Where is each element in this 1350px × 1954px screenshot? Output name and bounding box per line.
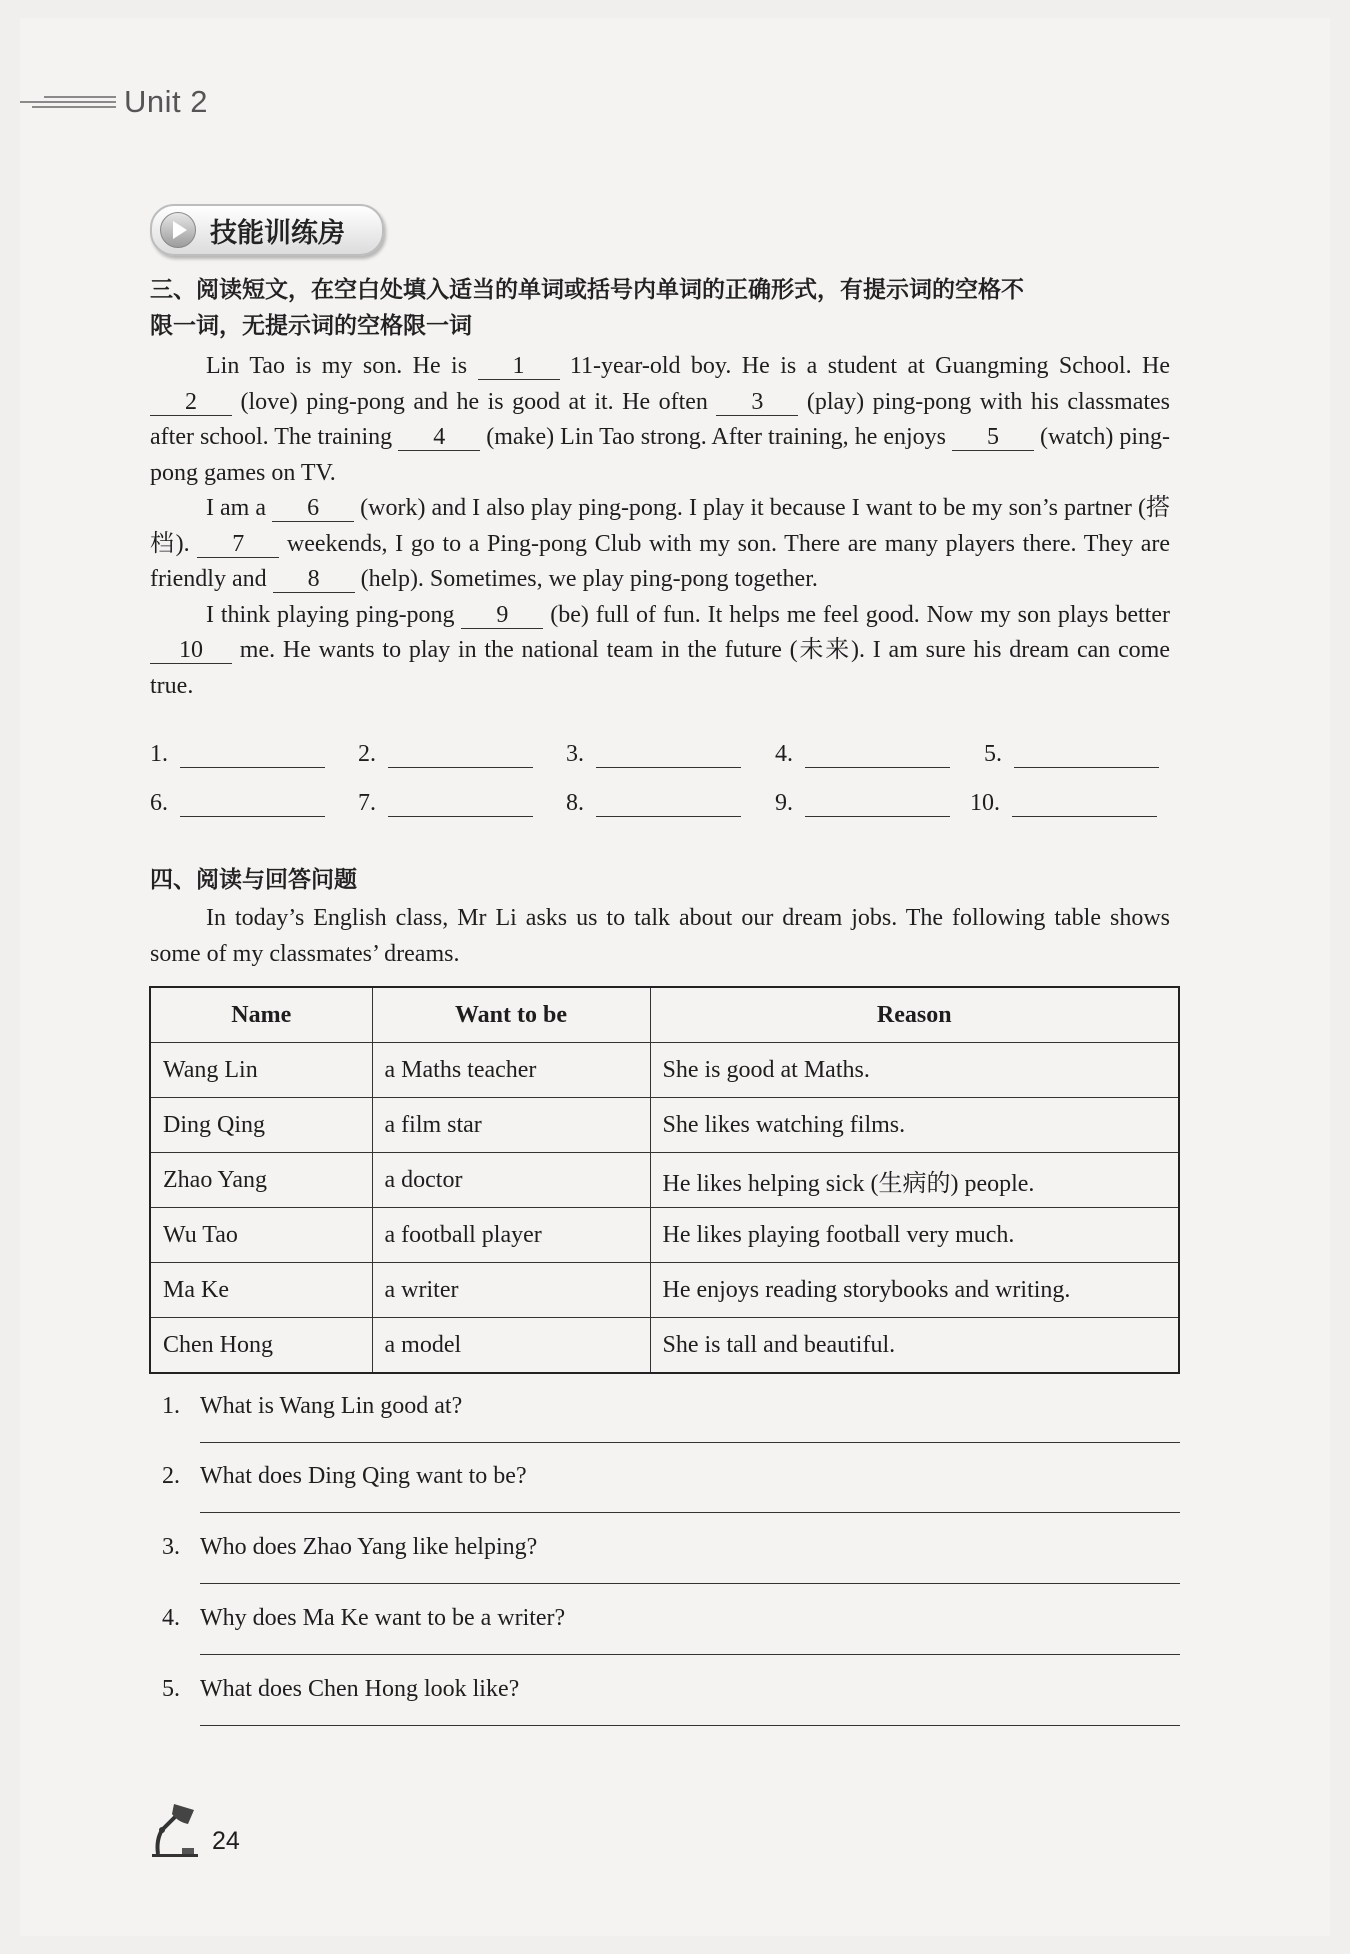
blank-2: 2 [150, 389, 232, 416]
passage-paragraph-3: I think playing ping-pong 9 (be) full of fun. It helps me feel good. Now my son plays better 10 me. He wants to play in the national team in the future (未来). I am sure his dream can come true. [150, 601, 1170, 699]
table-row [150, 1318, 1179, 1374]
table-row [150, 1153, 1179, 1208]
answer-item: 9. [775, 790, 950, 817]
unit-title: Unit 2 [124, 84, 208, 119]
table-header-cell: Name [150, 987, 372, 1043]
play-icon [160, 212, 196, 248]
table-cell: Zhao Yang [150, 1153, 372, 1208]
answer-line[interactable] [1014, 741, 1159, 768]
unit-header [20, 82, 208, 122]
question-4: 4. Why does Ma Ke want to be a writer? [162, 1605, 1180, 1655]
speed-lines-decoration [20, 90, 120, 114]
answer-line[interactable] [388, 741, 533, 768]
question-text: What does Ding Qing want to be? [200, 1463, 527, 1489]
answer-row-2 [150, 790, 1180, 826]
answer-line[interactable] [200, 1573, 1180, 1584]
part4-heading: 四、阅读与回答问题 [150, 867, 357, 893]
table-cell: a football player [372, 1208, 650, 1263]
table-cell: He likes playing football very much. [650, 1208, 1179, 1263]
table-cell: Wang Lin [150, 1043, 372, 1098]
answer-line[interactable] [805, 741, 950, 768]
table-cell: a model [372, 1318, 650, 1374]
answer-line[interactable] [200, 1502, 1180, 1513]
answer-item: 1. [150, 741, 325, 768]
table-cell: Wu Tao [150, 1208, 372, 1263]
table-cell: a doctor [372, 1153, 650, 1208]
table-cell: He enjoys reading storybooks and writing. [650, 1263, 1179, 1318]
question-2: 2. What does Ding Qing want to be? [162, 1463, 1180, 1513]
table-header-row [150, 987, 1179, 1043]
answer-item: 4. [775, 741, 950, 768]
table-header-cell: Reason [650, 987, 1179, 1043]
table-row [150, 1208, 1179, 1263]
table-cell: Ma Ke [150, 1263, 372, 1318]
section-tag [150, 204, 384, 256]
blank-8: 8 [273, 566, 355, 593]
part4-intro-text: In today’s English class, Mr Li asks us to talk about our dream jobs. The following table shows some of my classmates’ dreams. [150, 905, 1170, 967]
question-text: What does Chen Hong look like? [200, 1676, 520, 1702]
blank-1: 1 [478, 353, 560, 380]
answer-item: 3. [566, 741, 741, 768]
table-cell: She likes watching films. [650, 1098, 1179, 1153]
table-cell: She is good at Maths. [650, 1043, 1179, 1098]
table-cell: a film star [372, 1098, 650, 1153]
answer-item: 8. [566, 790, 741, 817]
table-cell: a writer [372, 1263, 650, 1318]
table-cell: She is tall and beautiful. [650, 1318, 1179, 1374]
question-1: 1. What is Wang Lin good at? [162, 1393, 1180, 1443]
answer-line[interactable] [180, 790, 325, 817]
blank-9: 9 [461, 602, 543, 629]
answer-item: 10. [970, 790, 1157, 817]
blank-3: 3 [716, 389, 798, 416]
passage-paragraph-1: Lin Tao is my son. He is 1 11-year-old boy. He is a student at Guangming School. He 2 (love) ping-pong and he is good at it. He often 3 (play) ping-pong with his classmates after school. The training 4 (make) Lin Tao strong. After training, he enjoys 5 (watch) ping-pong games on TV. [150, 353, 1171, 486]
question-5: 5. What does Chen Hong look like? [162, 1676, 1180, 1726]
answer-line[interactable] [200, 1432, 1180, 1443]
table-cell: He likes helping sick (生病的) people. [650, 1153, 1179, 1208]
part3-instruction [150, 272, 1024, 344]
answer-item: 2. [358, 741, 533, 768]
desk-lamp-icon [148, 1800, 202, 1858]
answer-item: 5. [984, 741, 1159, 768]
answer-line[interactable] [596, 790, 741, 817]
table-header-cell: Want to be [372, 987, 650, 1043]
answer-line[interactable] [596, 741, 741, 768]
section-tag-label: 技能训练房 [210, 217, 345, 249]
answer-item: 7. [358, 790, 533, 817]
answer-line[interactable] [180, 741, 325, 768]
answer-line[interactable] [200, 1644, 1180, 1655]
table-row [150, 1043, 1179, 1098]
table-row [150, 1263, 1179, 1318]
dream-jobs-table [149, 986, 1180, 1374]
question-text: Who does Zhao Yang like helping? [200, 1534, 538, 1560]
answer-line[interactable] [388, 790, 533, 817]
blank-4: 4 [398, 424, 480, 451]
answer-line[interactable] [200, 1715, 1180, 1726]
table-cell: Chen Hong [150, 1318, 372, 1374]
question-text: What is Wang Lin good at? [200, 1393, 463, 1419]
passage-paragraph-2: I am a 6 (work) and I also play ping-pong. I play it because I want to be my son’s partner (搭档). 7 weekends, I go to a Ping-pong Club with my son. There are many players there. They are friendly and 8 (help). Sometimes, we play ping-pong together. [150, 495, 1171, 592]
blank-6: 6 [272, 495, 354, 522]
part4-intro [150, 901, 1170, 972]
blank-10: 10 [150, 637, 232, 664]
part3-instruction-line1: 三、阅读短文，在空白处填入适当的单词或括号内单词的正确形式，有提示词的空格不 [150, 277, 1024, 303]
cloze-passage [150, 349, 1170, 704]
page-footer [148, 1800, 240, 1858]
table-cell: Ding Qing [150, 1098, 372, 1153]
blank-5: 5 [952, 424, 1034, 451]
table-cell: a Maths teacher [372, 1043, 650, 1098]
answer-row-1 [150, 741, 1180, 777]
part3-instruction-line2: 限一词，无提示词的空格限一词 [150, 313, 472, 339]
answer-line[interactable] [805, 790, 950, 817]
answer-line[interactable] [1012, 790, 1157, 817]
answer-item: 6. [150, 790, 325, 817]
page-number: 24 [212, 1827, 240, 1855]
table-row [150, 1098, 1179, 1153]
blank-7: 7 [197, 531, 279, 558]
question-text: Why does Ma Ke want to be a writer? [200, 1605, 566, 1631]
question-3: 3. Who does Zhao Yang like helping? [162, 1534, 1180, 1584]
